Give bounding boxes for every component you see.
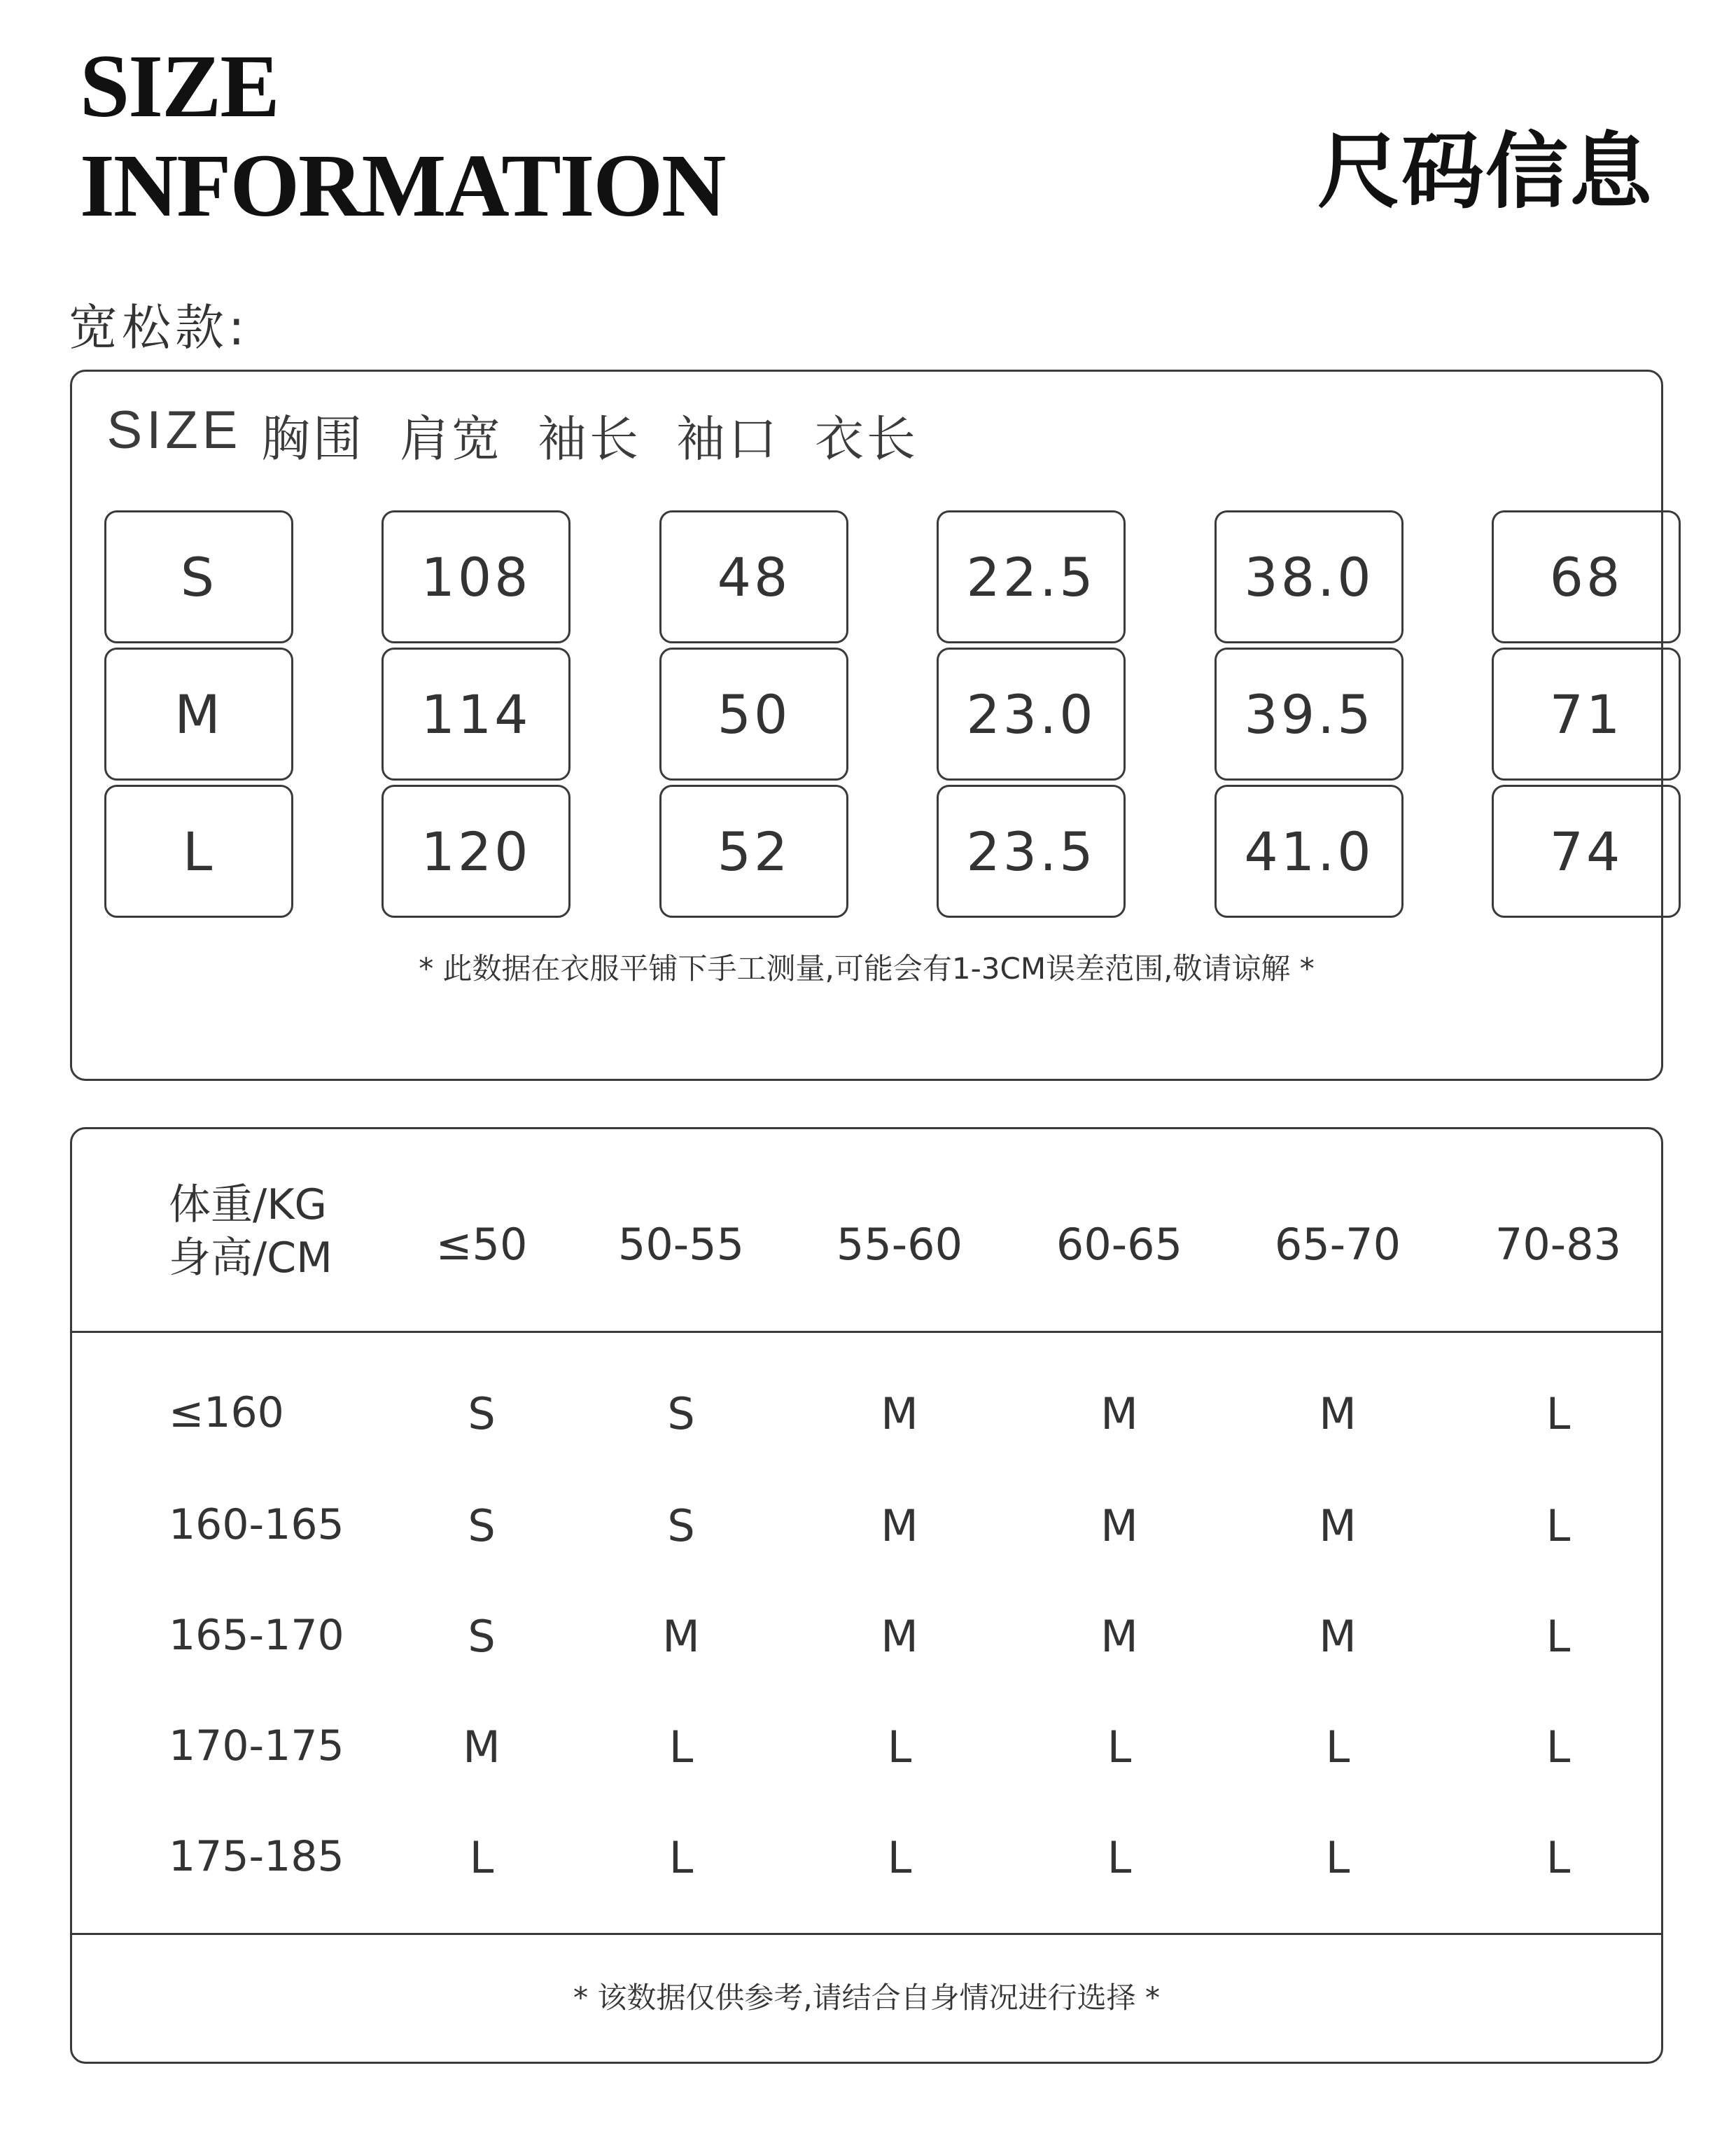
weight-header: 55-60 <box>836 1219 963 1270</box>
size-recommendation: L <box>887 1832 912 1883</box>
size-recommendation: L <box>1546 1721 1571 1773</box>
col-header-sleeve: 袖长 <box>538 410 641 468</box>
length-cell: 68 <box>1492 510 1681 643</box>
weight-header: 50-55 <box>617 1219 745 1270</box>
measurement-note: * 此数据在衣服平铺下手工测量,可能会有1-3CM误差范围,敬请谅解 * <box>419 951 1315 986</box>
size-cell: M <box>104 648 293 781</box>
size-recommendation: S <box>667 1500 695 1551</box>
size-recommendation: L <box>1325 1832 1350 1883</box>
recommendation-note: * 该数据仅供参考,请结合自身情况进行选择 * <box>573 1980 1161 2015</box>
fit-type-label: 宽松款: <box>69 299 249 356</box>
sleeve-cell: 23.0 <box>937 648 1126 781</box>
size-recommendation: L <box>1546 1388 1571 1439</box>
size-recommendation: S <box>468 1388 496 1439</box>
size-recommendation: M <box>463 1721 500 1773</box>
col-header-cuff: 袖口 <box>676 410 780 468</box>
size-recommendation: L <box>1107 1721 1132 1773</box>
size-recommendation: L <box>1107 1832 1132 1883</box>
header-divider <box>72 1331 1661 1333</box>
size-recommendation: S <box>468 1611 496 1662</box>
size-recommendation: L <box>668 1721 694 1773</box>
height-axis-label: 身高/CM <box>169 1234 332 1283</box>
size-recommendation: L <box>668 1832 694 1883</box>
size-recommendation: M <box>881 1388 918 1439</box>
size-recommendation: M <box>662 1611 700 1662</box>
title-line-size: SIZE <box>80 36 279 136</box>
size-recommendation: M <box>1100 1500 1138 1551</box>
size-recommendation: M <box>881 1611 918 1662</box>
size-recommendation: S <box>667 1388 695 1439</box>
length-cell: 74 <box>1492 785 1681 918</box>
size-cell: L <box>104 785 293 918</box>
size-recommendation: M <box>1319 1500 1357 1551</box>
height-label: 175-185 <box>169 1832 344 1881</box>
chest-cell: 108 <box>382 510 570 643</box>
length-cell: 71 <box>1492 648 1681 781</box>
cuff-cell: 41.0 <box>1214 785 1404 918</box>
size-recommendation: M <box>1100 1611 1138 1662</box>
height-label: 165-170 <box>169 1611 344 1660</box>
chest-cell: 120 <box>382 785 570 918</box>
size-recommendation: M <box>881 1500 918 1551</box>
sleeve-cell: 22.5 <box>937 510 1126 643</box>
size-recommendation: L <box>1325 1721 1350 1773</box>
size-recommendation: L <box>1546 1611 1571 1662</box>
shoulder-cell: 52 <box>659 785 848 918</box>
title-english <box>80 36 724 235</box>
corner-header <box>169 1178 332 1285</box>
footer-divider <box>72 1933 1661 1935</box>
title-chinese: 尺码信息 <box>1317 123 1653 220</box>
chest-cell: 114 <box>382 648 570 781</box>
height-label: ≤160 <box>169 1388 284 1437</box>
size-recommendation: L <box>469 1832 494 1883</box>
measurement-panel <box>70 370 1663 1081</box>
cuff-cell: 39.5 <box>1214 648 1404 781</box>
shoulder-cell: 50 <box>659 648 848 781</box>
weight-axis-label: 体重/KG <box>169 1180 328 1229</box>
col-header-shoulder: 肩宽 <box>400 410 503 468</box>
size-recommendation: S <box>468 1500 496 1551</box>
height-label: 160-165 <box>169 1500 344 1549</box>
col-header-length: 衣长 <box>815 410 918 468</box>
size-recommendation-panel <box>70 1127 1663 2064</box>
weight-header: 60-65 <box>1056 1219 1183 1270</box>
weight-header: 65-70 <box>1274 1219 1401 1270</box>
size-cell: S <box>104 510 293 643</box>
weight-header: 70-83 <box>1494 1219 1622 1270</box>
size-recommendation: M <box>1319 1611 1357 1662</box>
sleeve-cell: 23.5 <box>937 785 1126 918</box>
size-recommendation: L <box>1546 1500 1571 1551</box>
size-recommendation: M <box>1319 1388 1357 1439</box>
shoulder-cell: 48 <box>659 510 848 643</box>
col-header-size: SIZE <box>106 400 242 460</box>
weight-header: ≤50 <box>435 1219 528 1270</box>
title-line-information: INFORMATION <box>80 136 725 235</box>
cuff-cell: 38.0 <box>1214 510 1404 643</box>
size-recommendation: M <box>1100 1388 1138 1439</box>
height-label: 170-175 <box>169 1721 344 1770</box>
size-recommendation: L <box>887 1721 912 1773</box>
col-header-chest: 胸围 <box>261 410 365 468</box>
size-recommendation: L <box>1546 1832 1571 1883</box>
